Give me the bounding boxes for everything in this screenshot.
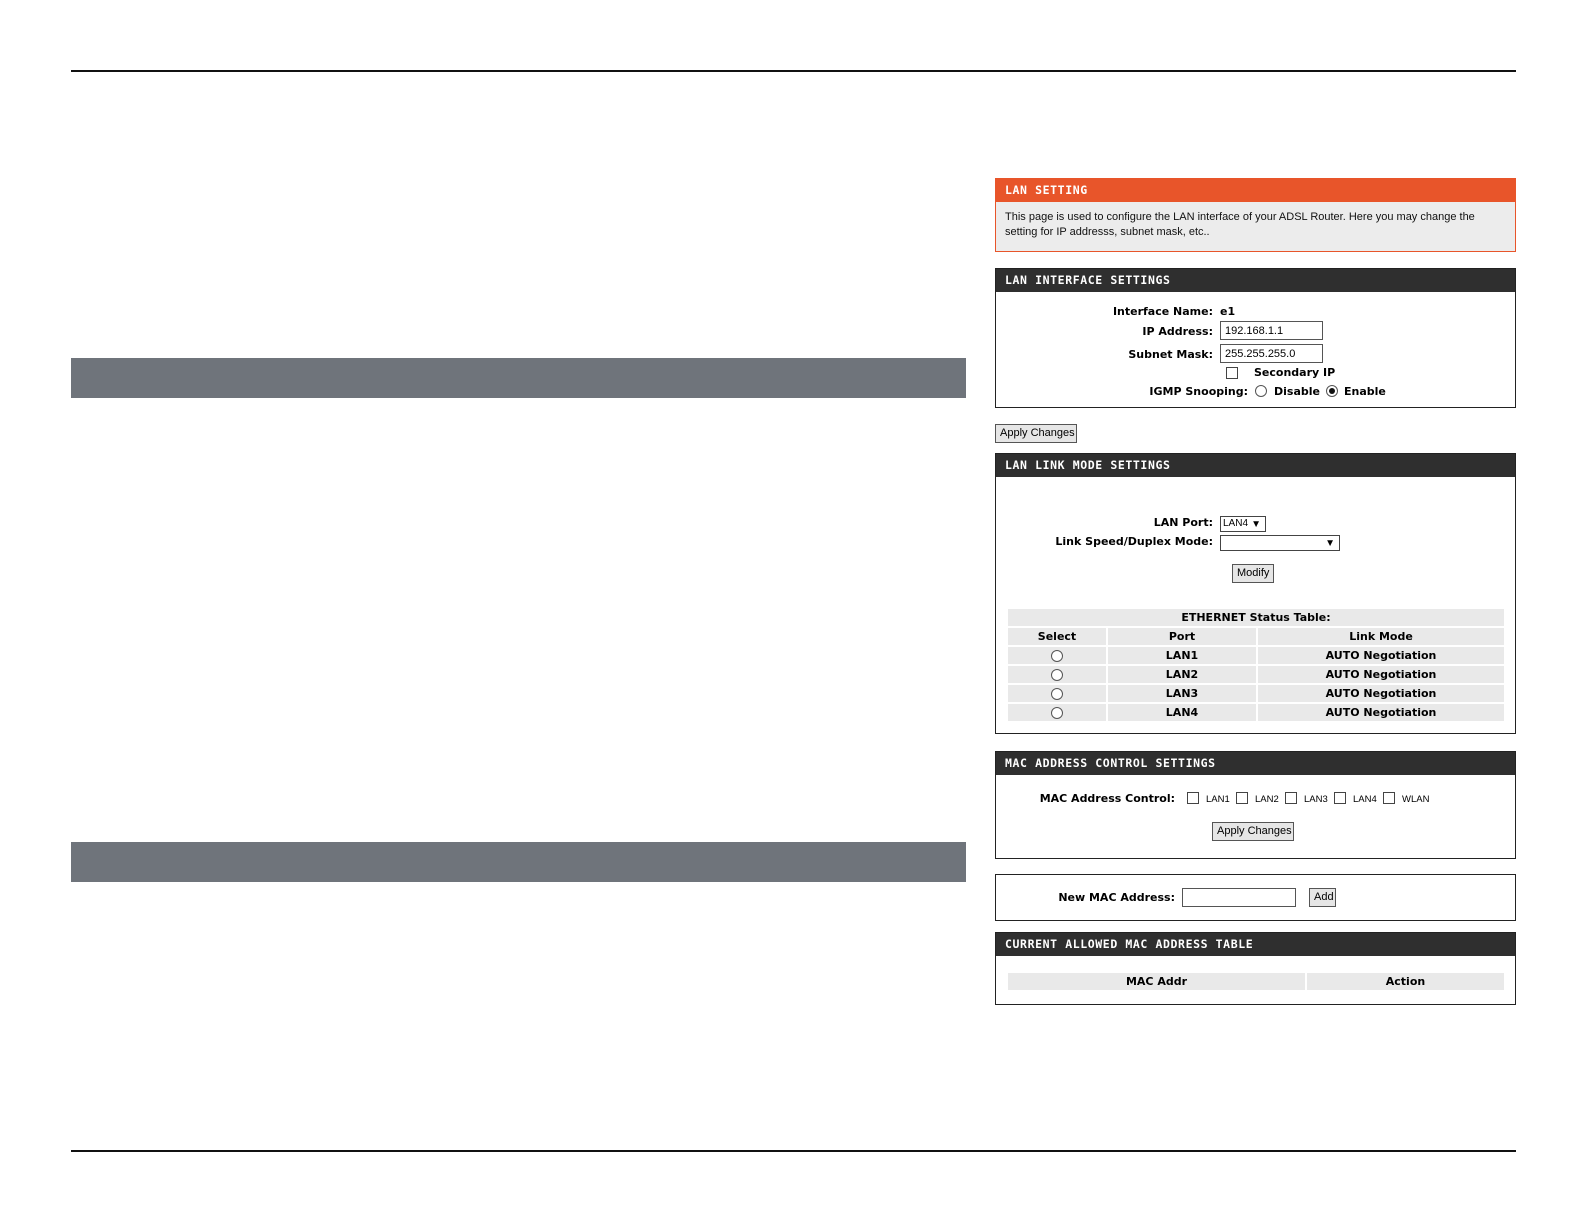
allowed-mac-title: CURRENT ALLOWED MAC ADDRESS TABLE bbox=[996, 933, 1515, 956]
lan-interface-panel bbox=[995, 268, 1516, 408]
new-mac-panel bbox=[995, 874, 1516, 921]
link-speed-select[interactable] bbox=[1220, 535, 1340, 551]
modify-button[interactable]: Modify bbox=[1232, 564, 1274, 583]
lan-port-label: LAN Port: bbox=[1153, 516, 1213, 529]
igmp-snooping-label: IGMP Snooping: bbox=[1149, 385, 1248, 398]
link-mode-cell: AUTO Negotiation bbox=[1258, 685, 1504, 702]
table-row bbox=[1008, 666, 1504, 683]
mac-control-lan1-label: LAN1 bbox=[1206, 794, 1230, 805]
column-header-action: Action bbox=[1307, 973, 1504, 990]
link-mode-cell: AUTO Negotiation bbox=[1258, 704, 1504, 721]
select-lan1-radio[interactable] bbox=[1051, 650, 1063, 662]
mac-control-lan2-label: LAN2 bbox=[1255, 794, 1279, 805]
mac-control-panel bbox=[995, 751, 1516, 859]
column-header-port: Port bbox=[1108, 628, 1256, 645]
link-mode-cell: AUTO Negotiation bbox=[1258, 666, 1504, 683]
ip-address-input[interactable] bbox=[1220, 321, 1323, 340]
igmp-enable-radio[interactable] bbox=[1326, 385, 1338, 397]
new-mac-input[interactable] bbox=[1182, 888, 1296, 907]
mac-control-title: MAC ADDRESS CONTROL SETTINGS bbox=[996, 752, 1515, 775]
mac-control-lan4-checkbox[interactable] bbox=[1334, 792, 1346, 804]
mac-control-lan2-checkbox[interactable] bbox=[1236, 792, 1248, 804]
select-lan3-radio[interactable] bbox=[1051, 688, 1063, 700]
column-header-link-mode: Link Mode bbox=[1258, 628, 1504, 645]
port-cell: LAN3 bbox=[1108, 685, 1256, 702]
chevron-down-icon: ▼ bbox=[1251, 519, 1261, 530]
lan-link-mode-panel bbox=[995, 453, 1516, 734]
row-select-cell bbox=[1008, 647, 1106, 664]
allowed-mac-table bbox=[1006, 971, 1506, 992]
apply-changes-lan-button[interactable]: Apply Changes bbox=[995, 424, 1077, 443]
top-rule bbox=[71, 70, 1516, 72]
mac-control-label: MAC Address Control: bbox=[1039, 792, 1175, 805]
lan-port-select[interactable] bbox=[1220, 516, 1266, 532]
add-mac-button[interactable]: Add bbox=[1309, 888, 1336, 907]
ethernet-table-title: ETHERNET Status Table: bbox=[1008, 609, 1504, 626]
lan-port-select-value: LAN4 bbox=[1223, 518, 1249, 529]
mac-control-lan4-label: LAN4 bbox=[1353, 794, 1377, 805]
igmp-disable-label: Disable bbox=[1274, 385, 1320, 398]
port-cell: LAN4 bbox=[1108, 704, 1256, 721]
subnet-mask-label: Subnet Mask: bbox=[1128, 348, 1213, 361]
mac-control-wlan-checkbox[interactable] bbox=[1383, 792, 1395, 804]
section-bar-2 bbox=[71, 842, 966, 882]
lan-setting-description: This page is used to configure the LAN interface of your ADSL Router. Here you may change the setting for IP addresss, subnet mask, etc.. bbox=[1005, 211, 1475, 238]
apply-changes-mac-button[interactable]: Apply Changes bbox=[1212, 822, 1294, 841]
row-select-cell bbox=[1008, 704, 1106, 721]
select-lan4-radio[interactable] bbox=[1051, 707, 1063, 719]
mac-control-lan3-checkbox[interactable] bbox=[1285, 792, 1297, 804]
port-cell: LAN2 bbox=[1108, 666, 1256, 683]
secondary-ip-label: Secondary IP bbox=[1254, 366, 1336, 379]
table-row bbox=[1008, 704, 1504, 721]
link-speed-label: Link Speed/Duplex Mode: bbox=[1055, 535, 1213, 548]
mac-control-lan3-label: LAN3 bbox=[1304, 794, 1328, 805]
section-bar-1 bbox=[71, 358, 966, 398]
row-select-cell bbox=[1008, 666, 1106, 683]
chevron-down-icon: ▼ bbox=[1325, 538, 1335, 549]
ethernet-status-table bbox=[1006, 607, 1506, 723]
interface-name-value: e1 bbox=[1220, 305, 1236, 318]
lan-link-mode-title: LAN LINK MODE SETTINGS bbox=[996, 454, 1515, 477]
igmp-enable-label: Enable bbox=[1344, 385, 1386, 398]
mac-control-lan1-checkbox[interactable] bbox=[1187, 792, 1199, 804]
lan-setting-panel bbox=[995, 178, 1516, 252]
secondary-ip-checkbox[interactable] bbox=[1226, 367, 1238, 379]
column-header-select: Select bbox=[1008, 628, 1106, 645]
allowed-mac-panel bbox=[995, 932, 1516, 1005]
table-row bbox=[1008, 685, 1504, 702]
lan-interface-title: LAN INTERFACE SETTINGS bbox=[996, 269, 1515, 292]
igmp-disable-radio[interactable] bbox=[1255, 385, 1267, 397]
select-lan2-radio[interactable] bbox=[1051, 669, 1063, 681]
lan-setting-title: LAN SETTING bbox=[996, 179, 1515, 202]
subnet-mask-input[interactable] bbox=[1220, 344, 1323, 363]
port-cell: LAN1 bbox=[1108, 647, 1256, 664]
bottom-rule bbox=[71, 1150, 1516, 1152]
table-row bbox=[1008, 647, 1504, 664]
interface-name-label: Interface Name: bbox=[1112, 305, 1213, 318]
row-select-cell bbox=[1008, 685, 1106, 702]
new-mac-label: New MAC Address: bbox=[1058, 891, 1175, 904]
column-header-mac-addr: MAC Addr bbox=[1008, 973, 1305, 990]
link-mode-cell: AUTO Negotiation bbox=[1258, 647, 1504, 664]
ip-address-label: IP Address: bbox=[1142, 325, 1213, 338]
mac-control-wlan-label: WLAN bbox=[1402, 794, 1430, 805]
